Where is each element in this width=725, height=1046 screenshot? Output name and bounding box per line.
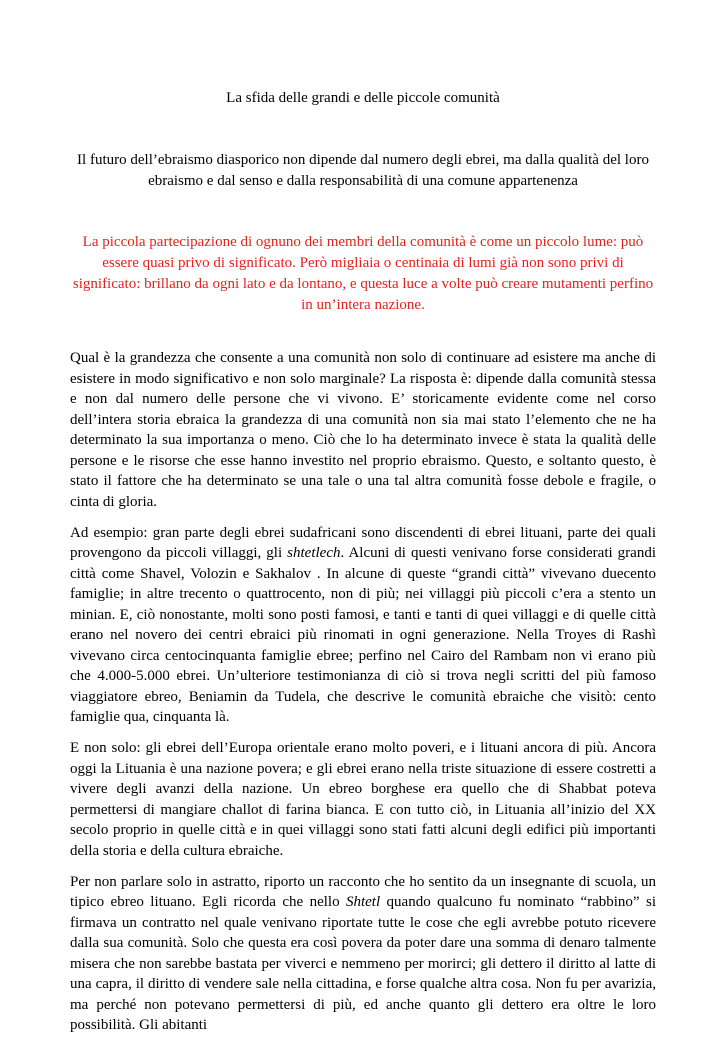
document-subtitle: Il futuro dell’ebraismo diasporico non dipende dal numero degli ebrei, ma dalla qualità del loro ebraismo e dal senso e dalla responsabilità di una comune appartenenza	[77, 152, 649, 189]
paragraph-4-italic-term: Shtetl	[345, 894, 381, 910]
paragraph-1: Qual è la grandezza che consente a una comunità non solo di continuare ad esistere ma anche di esistere in modo significativo e non solo marginale? La risposta è: dipende dalla comunità stessa e non dal numero delle persone che vi vivono. E’ storicamente evidente come nel corso dell’intera storia ebraica la grandezza di una comunità non sia mai stato l’elemento che ne ha determinato la sua importanza o meno. Ciò che lo ha determinato invece è stata la qualità delle persone e le risorse che esse hanno investito nel proprio ebraismo. Questo, e soltanto questo, è stato il fattore che ha determinato se una tale o una tal altra comunità fosse debole e fragile, o cinta di gloria.	[70, 350, 656, 510]
paragraph-2-text-a: Ad esempio: gran parte degli ebrei sudafricani sono discendenti di ebrei lituani, parte dei quali provengono da piccoli villaggi, gli	[70, 524, 656, 561]
paragraph-3: E non solo: gli ebrei dell’Europa orientale erano molto poveri, e i lituani ancora di più. Ancora oggi la Lituania è una nazione povera; e gli ebrei erano nella triste situazione di essere costretti a vivere degli avanzi della nazione. Un ebreo borghese era quello che di Shabbat poteva permettersi di mangiare challot di farina bianca. E con tutto ciò, in Lituania all’inizio del XX secolo proprio in quelle città e in quei villaggi sono stati fatti alcuni degli edifici più importanti della storia e della cultura ebraiche.	[70, 740, 656, 859]
paragraph-4-text-a: Per non parlare solo in astratto, riporto un racconto che ho sentito da un insegnante di scuola, un tipico ebreo lituano. Egli ricorda che nello	[70, 873, 656, 910]
document-title: La sfida delle grandi e delle piccole comunità	[226, 90, 500, 106]
paragraph-2-italic-term: shtetlech	[287, 545, 341, 561]
paragraph-4-text-b: quando qualcuno fu nominato “rabbino” si firmava un contratto nel quale venivano riportate tutte le cose che egli avrebbe potuto ricevere dalla sua comunità. Solo che questa era così povera da poter dare una somma di denaro talmente misera che non sarebbe bastata per viverci e nemmeno per morirci; gli dettero il diritto al latte di una capra, il diritto di vendere sale nella cittadina, e forse qualche altra cosa. Non fu per avarizia, ma perché non potevano permettersi di più, ed anche quanto gli dettero era oltre le loro possibilità. Gli abitanti	[70, 894, 657, 1033]
paragraph-2	[70, 523, 656, 728]
highlight-quote: La piccola partecipazione di ognuno dei membri della comunità è come un piccolo lume: può essere quasi privo di significato. Però migliaia o centinaia di lumi già non sono privi di significato: brillano da ogni lato e da lontano, e questa luce a volte può creare mutamenti perfino in un’intera nazione.	[72, 234, 654, 313]
article-body	[70, 348, 656, 1046]
paragraph-2-text-b: . Alcuni di questi venivano forse considerati grandi città come Shavel, Volozin e Sakhalov . In alcune di queste “grandi città” vivevano duecento famiglie; in altre trecento o quattrocento, non di più; nei villaggi più piccoli c’era a stento un minian. E, ciò nonostante, molti sono posti famosi, e tanti e tanti di quei villaggi e di quelle città erano nel novero dei centri ebraici più rinomati in ogni generazione. Nella Troyes di Rashì vivevano circa centocinquanta famiglie ebree; perfino nel Cairo del Rambam non vi erano più che 4.000-5.000 ebrei. Un’ulteriore testimonianza di ciò si trova negli scritti del più famoso viaggiatore ebreo, Beniamin da Tudela, che descrive le comunità ebraiche che visitò: cento famiglie qua, cinquanta là.	[70, 545, 657, 725]
paragraph-4	[70, 872, 656, 1036]
